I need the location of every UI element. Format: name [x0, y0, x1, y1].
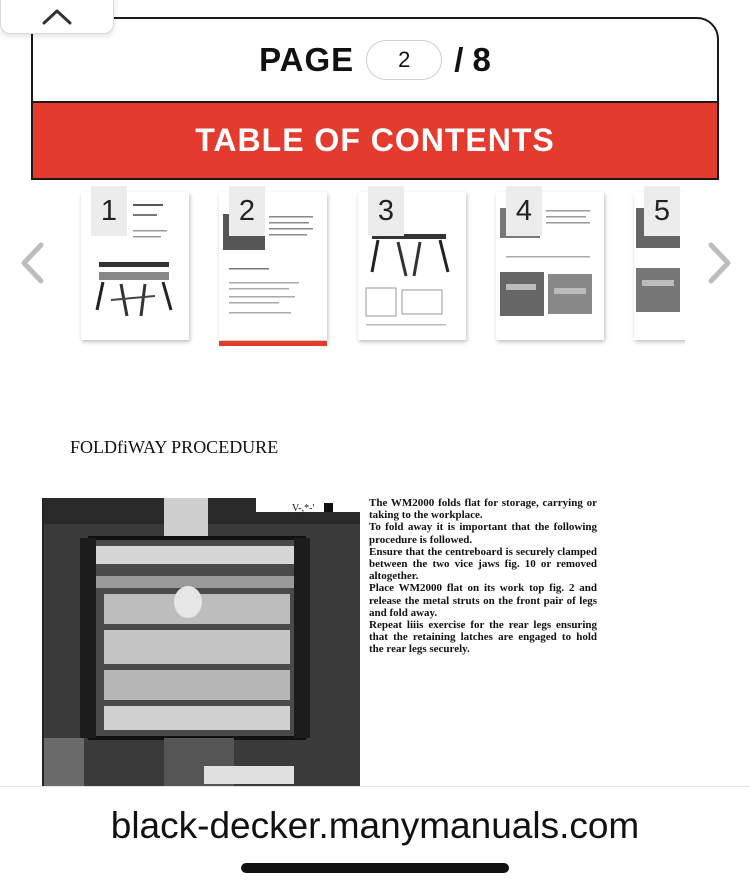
thumbnail-number: 1: [91, 186, 127, 236]
paragraph: Repeat liiis exercise for the rear legs ensuring that the retaining latches are engaged to hold the rear legs securely.: [369, 619, 597, 656]
page-thumbnail-5[interactable]: [634, 192, 685, 340]
chevron-right-icon: [707, 241, 733, 285]
table-of-contents-button[interactable]: [33, 101, 717, 178]
collapse-tab[interactable]: [0, 0, 114, 34]
paragraph: The WM2000 folds flat for storage, carrying or taking to the workplace.: [369, 497, 597, 522]
browser-footer: [0, 786, 750, 889]
procedure-text: [369, 497, 597, 656]
previous-page-button[interactable]: [12, 238, 52, 288]
chevron-up-icon: [41, 7, 73, 25]
chevron-left-icon: [19, 241, 45, 285]
page-indicator: [33, 19, 717, 101]
page-thumbnail-3[interactable]: [358, 192, 466, 340]
page-thumbnail-2[interactable]: [219, 192, 327, 340]
figure-marker: [324, 503, 333, 512]
paragraph: Ensure that the centreboard is securely clamped between the two vice jaws fig. 10 or removed altogether.: [369, 545, 597, 583]
site-url[interactable]: black-decker.manymanuals.com: [110, 805, 640, 846]
page-thumbnail-4[interactable]: [496, 192, 604, 340]
page-number-input[interactable]: [366, 40, 442, 80]
workbench-photo: [42, 498, 360, 788]
page-thumbnail-1[interactable]: [81, 192, 189, 340]
thumbnail-strip: [75, 184, 685, 354]
document-heading: FOLDfiWAY PROCEDURE: [70, 437, 279, 457]
total-pages: / 8: [454, 41, 491, 78]
active-page-indicator: [219, 341, 327, 346]
next-page-button[interactable]: [700, 238, 740, 288]
workbench-image: [44, 498, 360, 788]
thumbnail-number: 2: [229, 186, 265, 236]
figure-caption: V-,*-': [292, 503, 315, 514]
thumbnail-number: 3: [368, 186, 404, 236]
toc-label: TABLE OF CONTENTS: [195, 122, 555, 158]
page-label: PAGE: [259, 41, 355, 78]
paragraph: To fold away it is important that the following procedure is followed.: [369, 521, 597, 546]
thumbnail-number: 5: [644, 186, 680, 236]
home-indicator[interactable]: [241, 863, 509, 873]
thumbnail-number: 4: [506, 186, 542, 236]
page-header: [31, 17, 719, 180]
paragraph: Place WM2000 flat on its work top fig. 2 and release the metal struts on the front pair of legs and fold away.: [369, 582, 597, 619]
